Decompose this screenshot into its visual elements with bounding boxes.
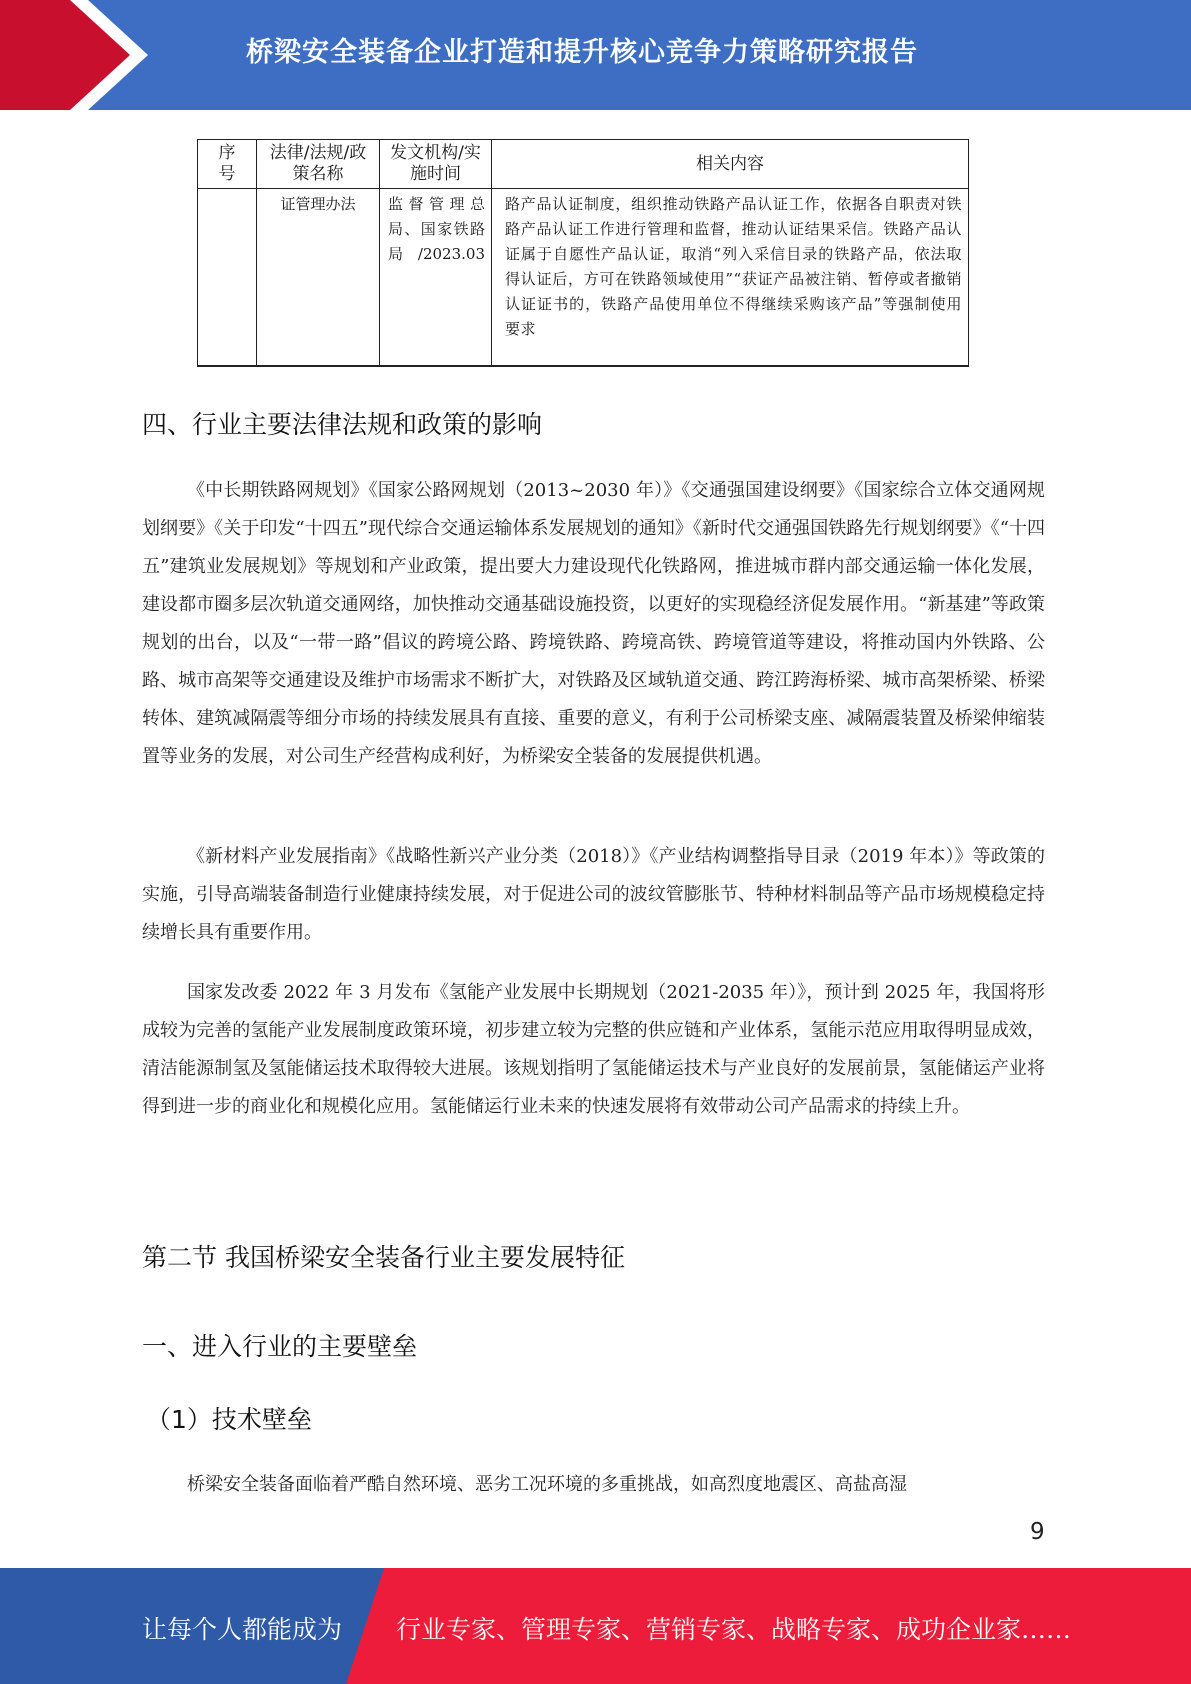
col-header-index: 序号 [198,140,257,189]
subheading-technical-barrier: （1）技术壁垒 [146,1405,312,1434]
page-header [0,0,1191,110]
paragraph-2: 《新材料产业发展指南》《战略性新兴产业分类（2018）》《产业结构调整指导目录（2019 年本）》等政策的实施，引导高端装备制造行业健康持续发展，对于促进公司的波纹管膨胀节、特种材料制品等产品市场规模稳定持续增长具有重要作用。 [142,846,1045,943]
cell-index [198,189,257,367]
section-heading-1: 一、进入行业的主要壁垒 [142,1332,418,1361]
paragraph-3: 国家发改委 2022 年 3 月发布《氢能产业发展中长期规划（2021-2035 年）》，预计到 2025 年，我国将形成较为完善的氢能产业发展制度政策环境，初步建立较为完整的供应链和产业体系，氢能示范应用取得明显成效，清洁能源制氢及氢能储运技术取得较大进展。该规划指明了氢能储运技术与产业良好的发展前景，氢能储运产业将得到进一步的商业化和规模化应用。氢能储运行业未来的快速发展将有效带动公司产品需求的持续上升。 [142,982,1045,1117]
footer-slogan-left: 让每个人都能成为 [142,1615,343,1644]
table-header-row [198,140,969,189]
header-chevron-graphic [0,0,160,110]
policy-table [197,139,969,367]
header-title: 桥梁安全装备企业打造和提升核心竞争力策略研究报告 [246,37,918,68]
cell-org: 监督管理总局、国家铁路局/2023.03 [380,189,492,367]
section-heading-4: 四、行业主要法律法规和政策的影响 [142,410,543,439]
section-title-2: 第二节 我国桥梁安全装备行业主要发展特征 [142,1243,625,1272]
page-number: 9 [1030,1519,1045,1545]
col-header-name: 法律/法规/政策名称 [257,140,380,189]
paragraph-1: 《中长期铁路网规划》《国家公路网规划（2013~2030 年）》《交通强国建设纲要》《国家综合立体交通网规划纲要》《关于印发“十四五”现代综合交通运输体系发展规划的通知》《新时代交通强国铁路先行规划纲要》《“十四五”建筑业发展规划》等规划和产业政策，提出要大力建设现代化铁路网，推进城市群内部交通运输一体化发展，建设都市圈多层次轨道交通网络，加快推动交通基础设施投资，以更好的实现稳经济促发展作用。“新基建”等政策规划的出台，以及“一带一路”倡议的跨境公路、跨境铁路、跨境高铁、跨境管道等建设，将推动国内外铁路、公路、城市高架等交通建设及维护市场需求不断扩大，对铁路及区域轨道交通、跨江跨海桥梁、城市高架桥梁、桥梁转体、建筑减隔震等细分市场的持续发展具有直接、重要的意义，有利于公司桥梁支座、减隔震装置及桥梁伸缩装置等业务的发展，对公司生产经营构成利好，为桥梁安全装备的发展提供机遇。 [142,480,1045,767]
col-header-content: 相关内容 [492,140,969,189]
page-footer [0,1568,1191,1684]
cell-content: 路产品认证制度，组织推动铁路产品认证工作，依据各自职责对铁路产品认证工作进行管理和监督，推动认证结果采信。铁路产品认证属于自愿性产品认证，取消“列入采信目录的铁路产品，依法取得认证后，方可在铁路领域使用”“获证产品被注销、暂停或者撤销认证证书的，铁路产品使用单位不得继续采购该产品”等强制使用要求 [492,189,969,367]
col-header-org: 发文机构/实施时间 [380,140,492,189]
table-row [198,189,969,367]
footer-slogan-right: 行业专家、管理专家、营销专家、战略专家、成功企业家…… [396,1615,1072,1644]
paragraph-4: 桥梁安全装备面临着严酷自然环境、恶劣工况环境的多重挑战，如高烈度地震区、高盐高湿 [187,1474,907,1495]
cell-name: 证管理办法 [257,189,380,367]
